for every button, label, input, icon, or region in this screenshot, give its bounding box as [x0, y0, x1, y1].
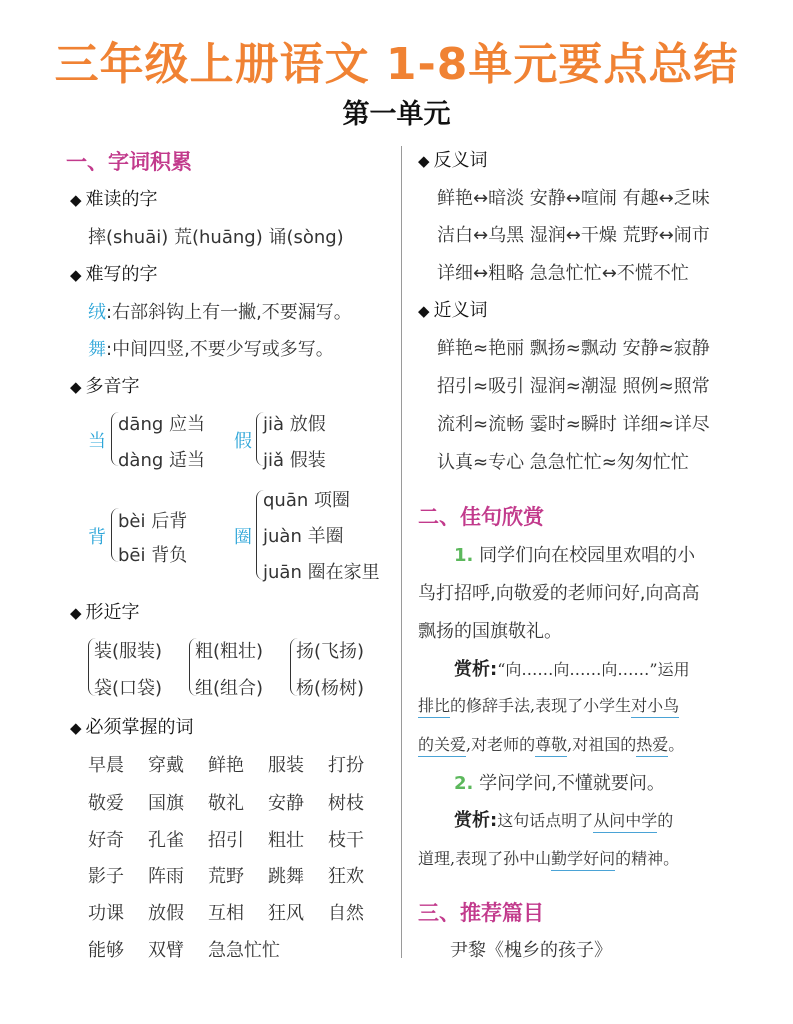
sentence-1-line-2: 鸟打招呼,向敬爱的老师问好,向高高	[418, 583, 700, 604]
similar-char: 粗(粗壮)	[195, 641, 264, 662]
word-row: 好奇 孔雀 招引 粗壮 枝干	[88, 830, 364, 851]
similar-char: 杨(杨树)	[296, 678, 365, 699]
poly-reading: juān 圈在家里	[263, 562, 380, 583]
diamond-icon: ◆	[418, 302, 430, 320]
synonym-line: 认真≈专心 急急忙忙≈匆匆忙忙	[437, 452, 689, 473]
write-item-1: 绒:右部斜钩上有一撇,不要漏写。	[88, 302, 352, 323]
subheading-polyphone: ◆ 多音字	[70, 376, 140, 397]
poly-char: 圈	[234, 527, 252, 548]
subheading-difficult-write: ◆ 难写的字	[70, 264, 158, 285]
page-title: 三年级上册语文 1-8单元要点总结	[54, 39, 739, 90]
poly-reading: dàng 适当	[118, 450, 206, 471]
similar-char: 扬(飞扬)	[296, 641, 365, 662]
similar-char: 装(服装)	[94, 641, 163, 662]
diamond-icon: ◆	[70, 719, 82, 737]
poly-char: 背	[88, 527, 106, 548]
poly-reading: quān 项圈	[263, 490, 350, 511]
poly-reading: jià 放假	[263, 414, 326, 435]
synonym-line: 鲜艳≈艳丽 飘扬≈飘动 安静≈寂静	[437, 338, 710, 359]
write-item-2: 舞:中间四竖,不要少写或多写。	[88, 339, 334, 360]
antonym-line: 洁白↔乌黑 湿润↔干燥 荒野↔闹市	[437, 225, 710, 246]
poly-reading: bēi 背负	[118, 545, 188, 566]
analysis-2-line-2: 道理,表现了孙中山勤学好问的精神。	[418, 846, 679, 869]
diamond-icon: ◆	[70, 604, 82, 622]
poly-char: 当	[88, 431, 106, 452]
antonym-line: 鲜艳↔暗淡 安静↔喧闹 有趣↔乏味	[437, 188, 710, 209]
difficult-read-line: 摔(shuāi) 荒(huāng) 诵(sòng)	[88, 227, 344, 248]
poly-char: 假	[234, 431, 252, 452]
word-row: 功课 放假 互相 狂风 自然	[88, 903, 364, 924]
analysis-1-line-3: 的关爱,对老师的尊敬,对祖国的热爱。	[418, 732, 684, 755]
subheading-difficult-read: ◆ 难读的字	[70, 189, 158, 210]
similar-char: 袋(口袋)	[94, 678, 163, 699]
analysis-2-line-1: 赏析:这句话点明了从问中学的	[454, 810, 674, 831]
sentence-2: 2. 学问学问,不懂就要问。	[454, 773, 665, 794]
word-row: 敬爱 国旗 敬礼 安静 树枝	[88, 793, 364, 814]
sentence-1-line-3: 飘扬的国旗敬礼。	[418, 621, 562, 642]
section-heading-vocab: 一、字词积累	[66, 150, 192, 174]
unit-title: 第一单元	[342, 99, 451, 130]
column-divider	[401, 146, 402, 958]
section-heading-sentences: 二、佳句欣赏	[418, 505, 544, 529]
word-row: 早晨 穿戴 鲜艳 服装 打扮	[88, 755, 364, 776]
subheading-antonym: ◆ 反义词	[418, 150, 488, 171]
diamond-icon: ◆	[70, 378, 82, 396]
section-heading-recommended: 三、推荐篇目	[418, 901, 544, 925]
analysis-1-line-2: 排比的修辞手法,表现了小学生对小鸟	[418, 693, 679, 716]
recommended-reading: 尹黎《槐乡的孩子》	[450, 940, 612, 961]
poly-reading: dāng 应当	[118, 414, 206, 435]
poly-reading: juàn 羊圈	[263, 526, 344, 547]
word-row: 能够 双臂 急急忙忙	[88, 940, 280, 961]
diamond-icon: ◆	[70, 191, 82, 209]
sentence-1-line-1: 1. 同学们向在校园里欢唱的小	[454, 545, 696, 566]
poly-reading: bèi 后背	[118, 511, 188, 532]
antonym-line: 详细↔粗略 急急忙忙↔不慌不忙	[437, 263, 689, 284]
word-row: 影子 阵雨 荒野 跳舞 狂欢	[88, 866, 364, 887]
diamond-icon: ◆	[70, 266, 82, 284]
subheading-must-know: ◆ 必须掌握的词	[70, 717, 194, 738]
analysis-1-line-1: 赏析:“向……向……向……”运用	[454, 659, 690, 680]
subheading-similar: ◆ 形近字	[70, 602, 140, 623]
poly-reading: jiǎ 假装	[263, 450, 326, 471]
diamond-icon: ◆	[418, 152, 430, 170]
synonym-line: 流利≈流畅 霎时≈瞬时 详细≈详尽	[437, 414, 710, 435]
subheading-synonym: ◆ 近义词	[418, 300, 488, 321]
synonym-line: 招引≈吸引 湿润≈潮湿 照例≈照常	[437, 376, 710, 397]
similar-char: 组(组合)	[195, 678, 264, 699]
